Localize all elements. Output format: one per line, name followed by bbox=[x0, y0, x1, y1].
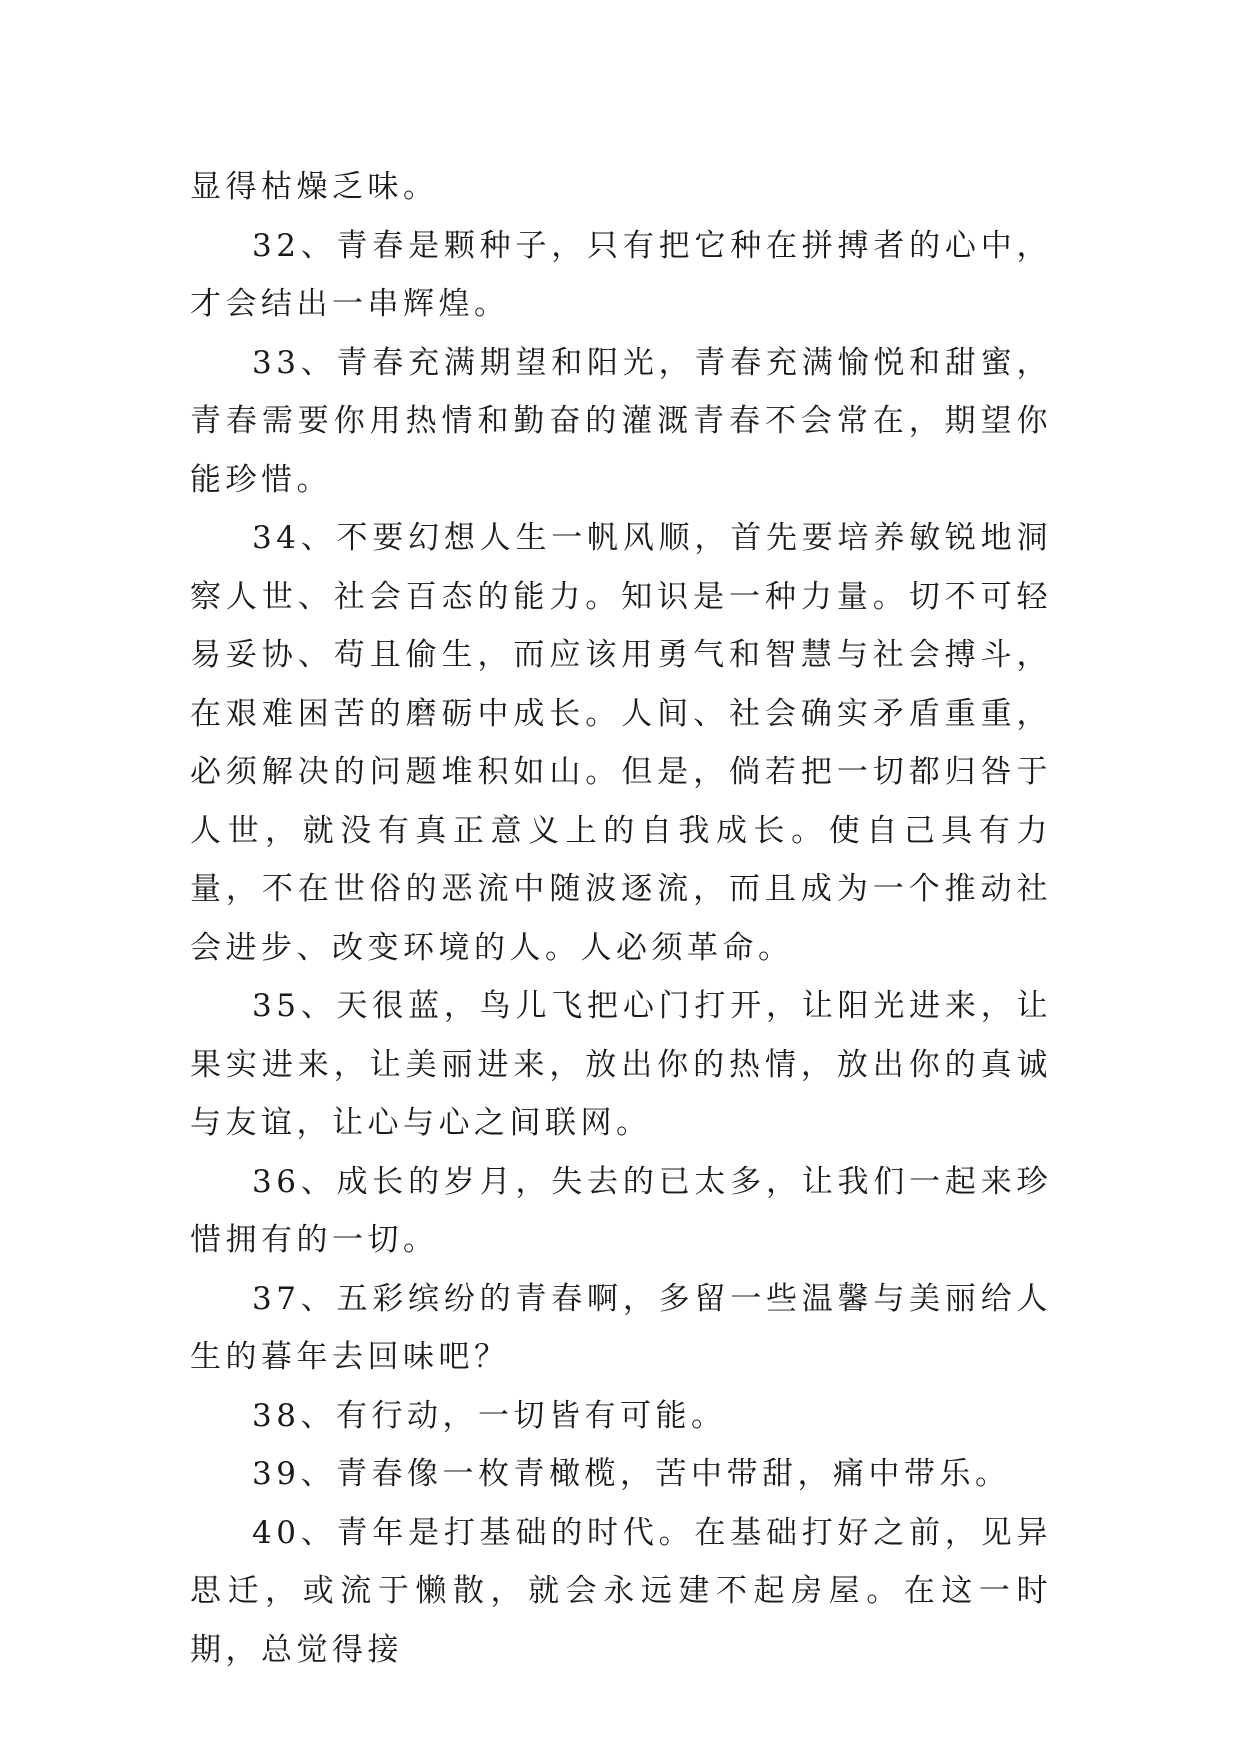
paragraph-40: 40、青年是打基础的时代。在基础打好之前，见异思迁，或流于懒散，就会永远建不起房屋。在这一时期，总觉得接 bbox=[190, 1514, 1052, 1668]
document-body bbox=[190, 158, 1052, 1679]
paragraph-35: 35、天很蓝，鸟儿飞把心门打开，让阳光进来，让果实进来，让美丽进来，放出你的热情，放出你的真诚与友谊，让心与心之间联网。 bbox=[190, 988, 1052, 1141]
paragraph-33: 33、青春充满期望和阳光，青春充满愉悦和甜蜜，青春需要你用热情和勤奋的灌溉青春不会常在，期望你能珍惜。 bbox=[190, 344, 1052, 498]
paragraph-38: 38、有行动，一切皆有可能。 bbox=[252, 1397, 727, 1434]
paragraph-37: 37、五彩缤纷的青春啊，多留一些温馨与美丽给人生的暮年去回味吧？ bbox=[190, 1280, 1052, 1375]
paragraph-continuation: 显得枯燥乏味。 bbox=[190, 169, 439, 205]
paragraph-36: 36、成长的岁月，失去的已太多，让我们一起来珍惜拥有的一切。 bbox=[190, 1163, 1052, 1258]
paragraph-32: 32、青春是颗种子，只有把它种在拼搏者的心中，才会结出一串辉煌。 bbox=[190, 227, 1052, 322]
paragraph-34: 34、不要幻想人生一帆风顺，首先要培养敏锐地洞察人世、社会百态的能力。知识是一种力量。切不可轻易妥协、苟且偷生，而应该用勇气和智慧与社会搏斗，在艰难困苦的磨砺中成长。人间、社会确实矛盾重重，必须解决的问题堆积如山。但是，倘若把一切都归咎于人世，就没有真正意义上的自我成长。使自己具有力量，不在世俗的恶流中随波逐流，而且成为一个推动社会进步、改变环境的人。人必须革命。 bbox=[190, 520, 1052, 966]
paragraph-39: 39、青春像一枚青橄榄，苦中带甜，痛中带乐。 bbox=[252, 1456, 1011, 1492]
